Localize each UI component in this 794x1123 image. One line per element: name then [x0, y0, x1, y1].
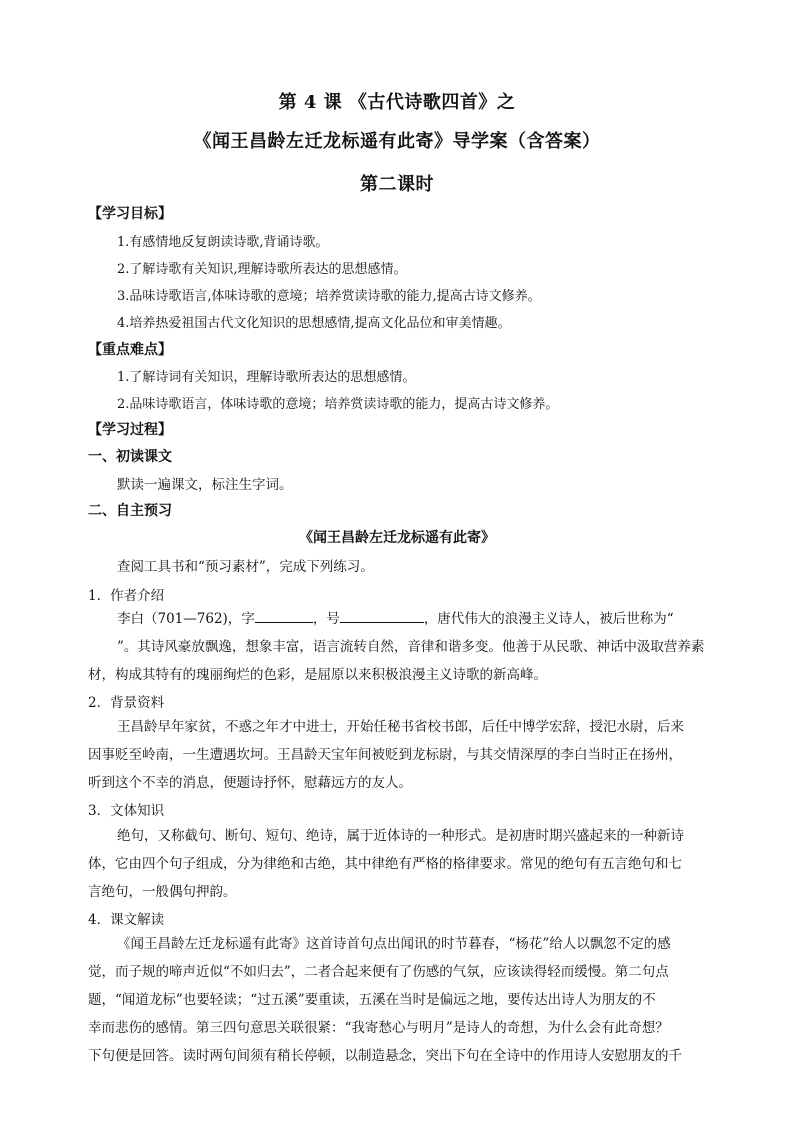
genre-paragraph [88, 822, 703, 906]
key-points-heading: 【重点难点】 [88, 342, 172, 358]
genre-section-title: 3．文体知识 [88, 803, 165, 819]
analysis-section-title: 4．课文解读 [88, 912, 165, 928]
analysis-line-1: 《闻王昌龄左迁龙标遥有此寄》这首诗首句点出闻讯的时节暮春，“杨花”给人以飘忽不定的感 [117, 936, 671, 952]
goal-item-1: 1.有感情地反复朗读诗歌,背诵诗歌。 [117, 235, 329, 250]
genre-line-1: 绝句，又称截句、断句、短句、绝诗，属于近体诗的一种形式。是初唐时期兴盛起来的一种新诗 [117, 828, 684, 844]
process-heading: 【学习过程】 [88, 422, 172, 438]
goal-item-4: 4.培养热爱祖国古代文化知识的思想感情,提高文化品位和审美情趣。 [117, 316, 511, 331]
author-line-2: ”。其诗风豪放飘逸，想象丰富，语言流转自然，音律和谐多变。他善于从民歌、神话中汲取营养素 [117, 639, 705, 655]
document-title: 《闻王昌龄左迁龙标遥有此寄》导学案（含答案） [193, 131, 601, 152]
author-section-title: 1．作者介绍 [88, 588, 165, 604]
poem-title: 《闻王昌龄左迁龙标遥有此寄》 [299, 530, 495, 546]
background-paragraph [88, 713, 703, 797]
author-line-3: 材，构成其特有的瑰丽绚烂的色彩，是屈原以来积极浪漫主义诗歌的新高峰。 [88, 667, 547, 683]
background-section-title: 2．背景资料 [88, 695, 165, 711]
section-1-title: 一、初读课文 [88, 449, 172, 465]
genre-line-2: 体，它由四个句子组成，分为律绝和古绝，其中律绝有严格的格律要求。常见的绝句有五言绝句和七 [88, 856, 682, 872]
analysis-line-5: 下句便是回答。读时两句间须有稍长停顿，以制造悬念，突出下句在全诗中的作用诗人安慰朋友的千 [88, 1048, 682, 1064]
author-text-1: 李白（701—762)，字 [117, 611, 255, 627]
analysis-line-2: 觉，而子规的啼声近似“不如归去”，二者合起来便有了伤感的气氛，应该读得轻而缓慢。第二句点 [88, 964, 669, 980]
goal-item-2: 2.了解诗歌有关知识,理解诗歌所表达的思想感情。 [117, 262, 407, 277]
section-1-text: 默读一遍课文，标注生字词。 [117, 477, 293, 493]
background-line-3: 听到这个不幸的消息，便题诗抒怀，慰藉远方的友人。 [88, 775, 412, 791]
lesson-title: 第 4 课 《古代诗歌四首》之 [278, 92, 516, 113]
background-line-2: 因事贬至岭南，一生遭遇坎坷。王昌龄天宝年间被贬到龙标尉，与其交情深厚的李白当时正在扬州， [88, 747, 682, 763]
goal-item-3: 3.品味诗歌语言,体味诗歌的意境；培养赏读诗歌的能力,提高古诗文修养。 [117, 289, 541, 304]
background-line-1: 王昌龄早年家贫，不惑之年才中进士，开始任秘书省校书郎，后任中博学宏辞，授汜水尉，后来 [117, 719, 684, 735]
analysis-paragraph [88, 930, 703, 1070]
section-2-title: 二、自主预习 [88, 503, 172, 519]
analysis-line-4: 幸而悲伤的感情。第三四句意思关联很紧：“我寄愁心与明月”是诗人的奇想，为什么会有此奇想？ [88, 1020, 669, 1036]
author-text-3: ，唐代伟大的浪漫主义诗人，被后世称为“ [423, 611, 674, 627]
goals-heading: 【学习目标】 [88, 206, 172, 222]
author-text-2: ，号 [312, 611, 340, 627]
author-paragraph [88, 605, 703, 689]
art-name-blank[interactable] [340, 608, 424, 623]
analysis-line-3: 题，“闻道龙标”也要轻读；“过五溪”要重读，五溪在当时是偏远之地，要传达出诗人为朋友的不 [88, 992, 656, 1008]
instruction-text: 查阅工具书和“预习素材”，完成下列练习。 [117, 559, 374, 575]
session-title: 第二课时 [360, 174, 434, 195]
genre-line-3: 言绝句，一般偶句押韵。 [88, 884, 237, 900]
key-point-item-2: 2.品味诗歌语言，体味诗歌的意境；培养赏读诗歌的能力，提高古诗文修养。 [117, 397, 559, 412]
key-point-item-1: 1.了解诗词有关知识，理解诗歌所表达的思想感情。 [117, 370, 416, 385]
courtesy-name-blank[interactable] [255, 608, 313, 623]
